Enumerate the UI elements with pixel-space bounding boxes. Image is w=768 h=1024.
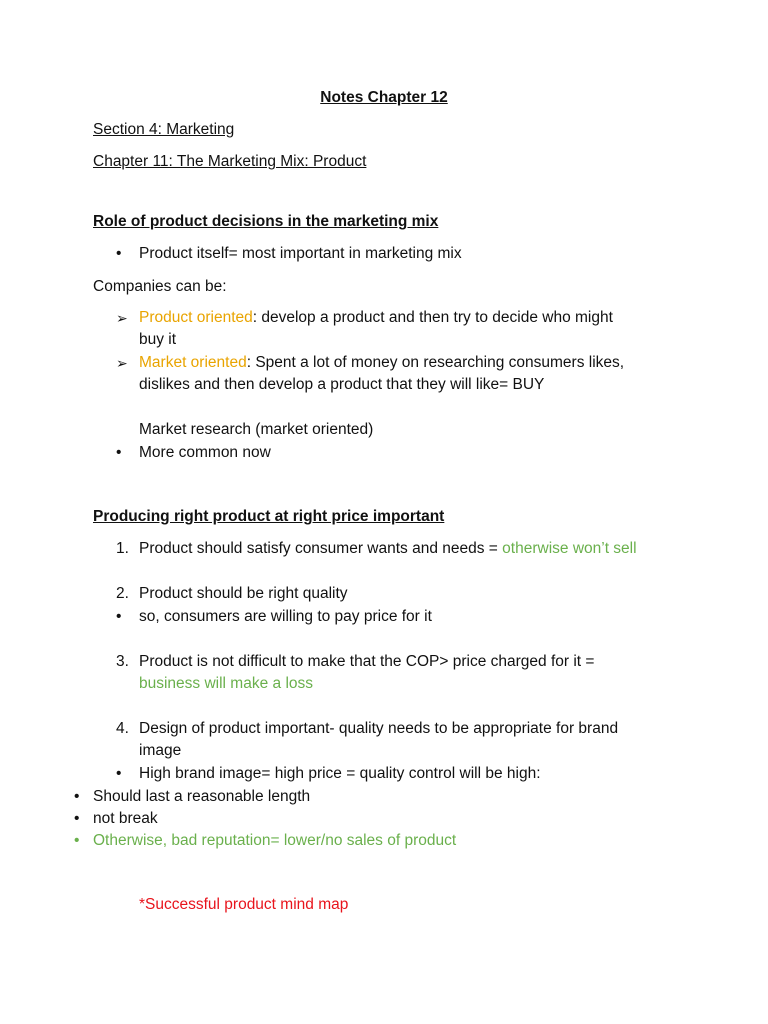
product-oriented-text: : develop a product and then try to decide who might (252, 309, 613, 326)
producing-item-1 (139, 539, 637, 559)
market-oriented-cont: dislikes and then develop a product that they will like= BUY (139, 376, 545, 393)
arrow-bullet-icon: ➢ (116, 355, 128, 371)
arrow-bullet-icon: ➢ (116, 310, 128, 326)
sub-point-b: not break (93, 810, 158, 827)
bullet-icon: • (116, 444, 122, 461)
producing-item-2: Product should be right quality (139, 585, 348, 602)
market-oriented-term: Market oriented (139, 354, 247, 371)
market-oriented-line (139, 353, 624, 373)
bullet-icon: • (116, 608, 122, 625)
item-3-green-text: business will make a loss (139, 675, 314, 692)
more-common-line: More common now (139, 444, 271, 461)
sub-point-c: Otherwise, bad reputation= lower/no sales of product (93, 832, 457, 849)
section-heading: Section 4: Marketing (93, 121, 235, 138)
bullet-icon: • (74, 788, 80, 805)
product-oriented-term: Product oriented (139, 309, 253, 326)
item-1-text: Product should satisfy consumer wants and needs = (139, 540, 503, 557)
role-bullet-1: Product itself= most important in marketing mix (139, 245, 462, 262)
sub-point-a: Should last a reasonable length (93, 788, 311, 805)
item-4-sub: High brand image= high price = quality control will be high: (139, 765, 541, 782)
item-1-green-text: otherwise won’t sell (502, 540, 637, 557)
chapter-heading: Chapter 11: The Marketing Mix: Product (93, 153, 367, 170)
product-oriented-cont: buy it (139, 331, 177, 348)
bullet-icon: • (116, 245, 122, 262)
item-2-sub: so, consumers are willing to pay price for it (139, 608, 432, 625)
bullet-icon: • (74, 832, 80, 849)
producing-item-4: Design of product important- quality needs to be appropriate for brand (139, 720, 619, 737)
bullet-icon: • (116, 765, 122, 782)
item-4-cont: image (139, 742, 182, 759)
role-heading: Role of product decisions in the marketing mix (93, 213, 439, 230)
document-title: Notes Chapter 12 (320, 89, 448, 106)
producing-item-3: Product is not difficult to make that the COP> price charged for it = (139, 653, 595, 670)
product-oriented-line (139, 308, 613, 328)
market-oriented-text: : Spent a lot of money on researching consumers likes, (246, 354, 625, 371)
list-number: 4. (116, 720, 129, 737)
producing-heading: Producing right product at right price important (93, 508, 445, 525)
market-research-line: Market research (market oriented) (139, 421, 374, 438)
bullet-icon: • (74, 810, 80, 827)
list-number: 2. (116, 585, 129, 602)
list-number: 1. (116, 540, 129, 557)
list-number: 3. (116, 653, 129, 670)
companies-label: Companies can be: (93, 278, 227, 295)
mind-map-note: *Successful product mind map (139, 896, 349, 913)
